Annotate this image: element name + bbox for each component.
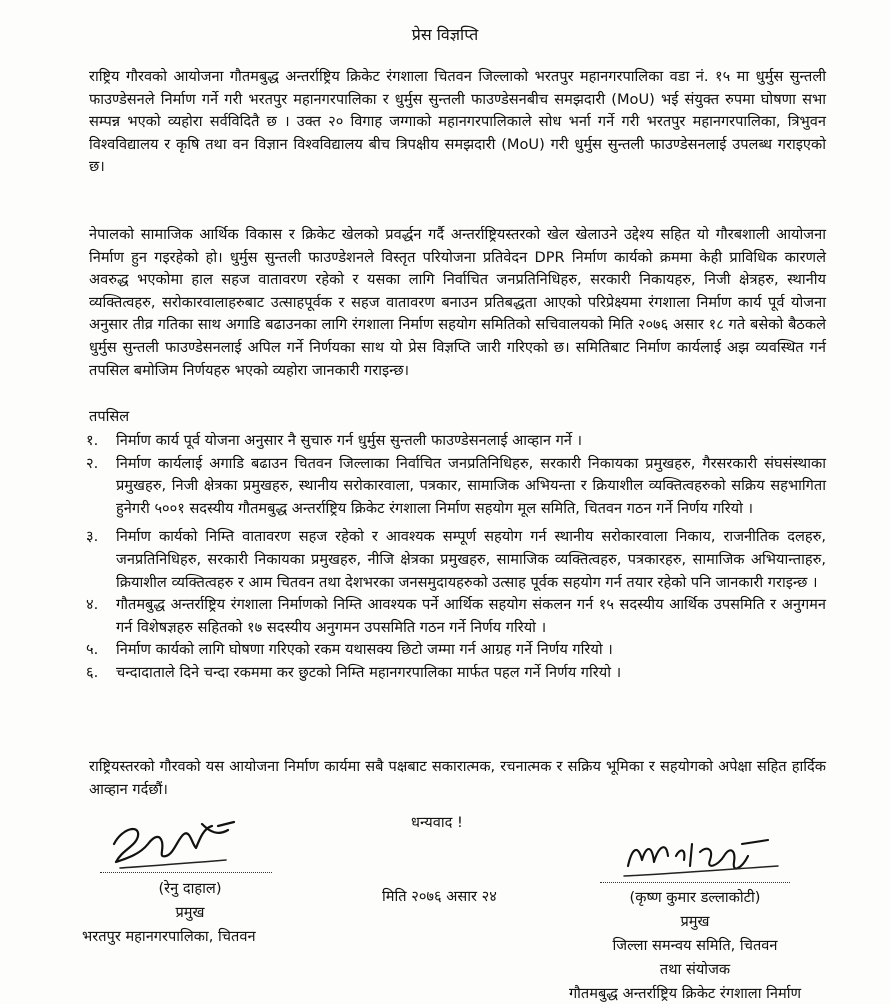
background-paragraph: नेपालको सामाजिक आर्थिक विकास र क्रिकेट खेलको प्रवर्द्धन गर्दै अन्तर्राष्ट्रियस्तरको खेल खेलाउने उद्देश्य सहित यो गौरबशाली आयोजना निर्माण हुन गइरहेको हो। धुर्मुस सुन्तली फाउण्डेशनले विस्तृत परियोजना प्रतिवेदन DPR निर्माण कार्यको क्रममा केही प्राविधिक कारणले अवरुद्ध भएकोमा हाल सहज वातावरण रहेको र यसका लागि निर्वाचित जनप्रतिनिधिहरु, सरकारी निकायहरु, निजी क्षेत्रहरु, स्थानीय व्यक्तित्वहरु, सरोकारवालाहरुबाट उत्साहपूर्वक र सहज वातावरण बनाउन प्रतिबद्धता आएको परिप्रेक्ष्यमा रंगशाला निर्माण कार्य पूर्व योजना अनुसार तीव्र गतिका साथ अगाडि बढाउनका लागि रंगशाला निर्माण सहयोग समितिको सचिवालयको मिति २०७६ असार १८ गते बसेको बैठकले धुर्मुस सुन्तली फाउण्डेसनलाई अपिल गर्ने निर्णयका साथ यो प्रेस विज्ञप्ति जारी गरिएको छ। समितिबाट निर्माण कार्यलाई अझ व्यवस्थित गर्न तपसिल बमोजिम निर्णयहरु भएको व्यहोरा जानकारी गराइन्छ। [89,226,826,379]
left-signatory-role: प्रमुख [175,904,205,921]
issue-date: मिति २०७६ असार २४ [382,888,497,905]
list-item-text: निर्माण कार्यको निम्ति वातावरण सहज रहेको र आवश्यक सम्पूर्ण सहयोग गर्न स्थानीय सरोकारवाला निकाय, राजनीतिक दलहरु, जनप्रतिनिधिहरु, सरकारी निकायका प्रमुखहरु, नीजि क्षेत्रका प्रमुखहरु, सामाजिक व्यक्तित्वहरु, पत्रकारहरु, सामाजिक अभियान्ताहरु, क्रियाशील व्यक्तित्वहरु र आम चितवन तथा देशभरका जनसमुदायहरुको उत्साह पूर्वक सहयोग गर्न तयार रहेको पनि जानकारी गराइन्छ । [116,528,826,591]
left-signatory-office: भरतपुर महानगरपालिका, चितवन [82,928,256,945]
right-signatory-block [560,886,830,1004]
right-signature [618,826,788,884]
list-item [86,526,826,594]
left-signatory-block [70,877,310,949]
list-item-number: ३. [86,528,99,546]
list-item-number: ६. [86,663,99,681]
left-signatory-name: (रेनु दाहाल) [158,880,222,897]
list-item-text: गौतमबुद्ध अन्तर्राष्ट्रिय रंगशाला निर्माणको निम्ति आवश्यक पर्ने आर्थिक सहयोग संकलन गर्न १५ सदस्यीय आर्थिक उपसमिति र अनुगमन गर्न विशेषज्ञहरु सहितको १७ सदस्यीय अनुगमन उपसमिति गठन गर्ने निर्णय गरियो । [116,596,826,636]
right-signatory-name: (कृष्ण कुमार डल्लाकोटी) [629,889,761,906]
thanks-text: धन्यवाद ! [411,814,463,831]
closing-paragraph: राष्ट्रियस्तरको गौरवको यस आयोजना निर्माण कार्यमा सबै पक्षबाट सकारात्मक, रचनात्मक र सक्रिय भूमिका र सहयोगको अपेक्षा सहित हार्दिक आव्हान गर्दछौं। [89,758,826,798]
list-item-text: निर्माण कार्य पूर्व योजना अनुसार नै सुचारु गर्न धुर्मुस सुन्तली फाउण्डेसनलाई आव्हान गर्ने । [116,432,583,449]
list-item [86,453,826,521]
list-item-number: २. [86,454,99,472]
intro-paragraph: राष्ट्रिय गौरवको आयोजना गौतमबुद्ध अन्तर्राष्ट्रिय क्रिकेट रंगशाला चितवन जिल्लाको भरतपुर महानगरपालिका वडा नं. १५ मा धुर्मुस सुन्तली फाउण्डेसनले निर्माण गर्ने गरी भरतपुर महानगरपालिका र धुर्मुस सुन्तली फाउण्डेसनबीच समझदारी (MoU) भई संयुक्त रुपमा घोषणा सभा सम्पन्न भएको व्यहोरा सर्वविदितै छ । उक्त २० विगाह जग्गाको महानगरपालिकाले सोध भर्ना गर्ने गरी भरतपुर महानगरपालिका, त्रिभुवन विश्वविद्यालय र कृषि तथा वन विज्ञान विश्वविद्यालय बीच त्रिपक्षीय समझदारी (MoU) गरी धुर्मुस सुन्तली फाउण्डेसनलाई उपलब्ध गराइएको छ। [89,68,826,176]
list-item [86,594,826,639]
document-title: प्रेस विज्ञप्ति [411,25,479,44]
right-signatory-role: प्रमुख [680,913,710,930]
decision-list [86,430,826,685]
right-signatory-office: जिल्ला समन्वय समिति, चितवन [612,937,778,954]
list-item-text: चन्दादाताले दिने चन्दा रकममा कर छुटको निम्ति महानगरपालिका मार्फत पहल गर्ने निर्णय गरियो । [116,663,622,681]
left-signature-line [100,872,272,873]
left-signature [100,814,250,876]
list-item-number: ५. [86,641,99,659]
list-item [86,662,826,685]
right-signatory-project: गौतमबुद्ध अन्तर्राष्ट्रिय क्रिकेट रंगशाला निर्माण [568,985,802,1002]
list-item [86,430,826,453]
list-item [86,639,826,662]
right-signature-line [600,882,790,883]
list-item-number: १. [86,432,99,449]
list-item-number: ४. [86,596,99,614]
details-label: तपसिल [89,408,130,425]
right-signatory-role2: तथा संयोजक [659,961,731,978]
list-item-text: निर्माण कार्यलाई अगाडि बढाउन चितवन जिल्लाका निर्वाचित जनप्रतिनिधिहरु, सरकारी निकायका प्रमुखहरु, गैरसरकारी संघसंस्थाका प्रमुखहरु, निजी क्षेत्रका प्रमुखहरु, स्थानीय सरोकारवाला, पत्रकार, सामाजिक अभियन्ता र क्रियाशील व्यक्तित्वहरुको सक्रिय सहभागिता हुनेगरी ५००१ सदस्यीय गौतमबुद्ध अन्तर्राष्ट्रिय क्रिकेट रंगशाला निर्माण सहयोग मूल समिति, चितवन गठन गर्ने निर्णय गरियो । [116,454,826,517]
list-item-text: निर्माण कार्यको लागि घोषणा गरिएको रकम यथासक्य छिटो जम्मा गर्न आग्रह गर्ने निर्णय गरियो । [116,641,613,659]
